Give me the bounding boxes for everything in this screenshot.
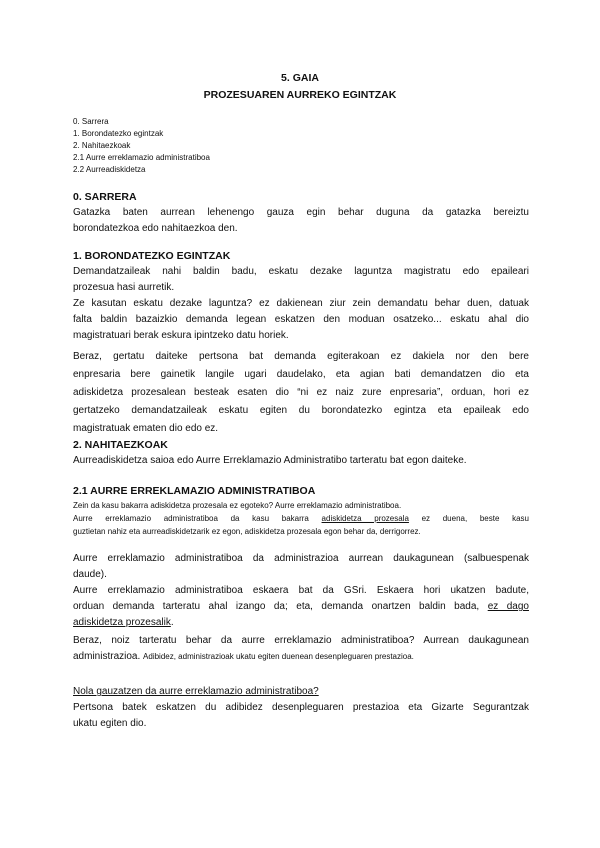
chapter-label: 5. GAIA: [281, 72, 319, 84]
subheading-question: Nola gauzatzen da aurre erreklamazio administratiboa?: [73, 686, 319, 697]
section-heading-sarrera: 0. SARRERA: [73, 191, 137, 203]
example-text: Adibidez, administrazioak ukatu egiten duenean desenpleguaren prestazioa.: [143, 652, 414, 661]
toc-item: 2.2 Aurreadiskidetza: [73, 165, 146, 174]
table-of-contents: [73, 116, 210, 176]
text-line: falta baldin bazaizkio demanda legean eskatzen den moduan osatzeko... eskatu ahal dio: [73, 314, 529, 325]
text-line: Beraz, noiz tarteratu behar da aurre erreklamazio administratiboa? Aurrean daukagunean: [73, 635, 529, 646]
toc-item: 2. Nahitaezkoak: [73, 141, 131, 150]
text-line: Aurre erreklamazio administratiboa da kasu bakarra adiskidetza prozesala ez duena, beste kasu: [73, 514, 529, 523]
underlined-term: ez dago: [487, 601, 529, 612]
text-line: ukatu egiten dio.: [73, 718, 147, 729]
text-line: Pertsona batek eskatzen du adibidez desenpleguaren prestazioa eta Gizarte Segurantzak: [73, 702, 529, 713]
text-line: magistratuari berak eskura ipintzeko datu horiek.: [73, 330, 289, 341]
text-line: Beraz, gertatu daiteke pertsona bat demanda egiterakoan ez dakiela nor den bere: [73, 351, 529, 362]
text-line: Aurre erreklamazio administratiboa eskaera bat da GSri. Eskaera hori ukatzen badute,: [73, 585, 529, 596]
paragraph-aurre-erreklamazio-3: [73, 633, 529, 665]
text-line: administrazioa. Adibidez, administrazioak ukatu egiten duenean desenpleguaren prestazioa.: [73, 651, 414, 662]
section-heading-aurre-erreklamazio: 2.1 AURRE ERREKLAMAZIO ADMINISTRATIBOA: [73, 485, 316, 497]
text-line: adiskidetza prozesalean besteak esaten dio “ni ez naiz zure enpresaria”, orduan, hori ez: [73, 387, 529, 398]
toc-item: 2.1 Aurre erreklamazio administratiboa: [73, 153, 210, 162]
text-line: prozesua hasi aurretik.: [73, 282, 175, 293]
text-line: borondatezkoa edo nahitaezkoa den.: [73, 223, 238, 234]
text-line: gertatzeko demandatzaileak eskatu egiten du borondatezko egintza eta epaileak edo: [73, 405, 529, 416]
toc-item: 0. Sarrera: [73, 117, 109, 126]
page-title: PROZESUAREN AURREKO EGINTZAK: [203, 89, 397, 101]
paragraph-aurre-erreklamazio-2: [73, 551, 529, 631]
paragraph-nahitaezkoak: [73, 453, 529, 469]
text-line: magistratuak ematen dio edo ez.: [73, 423, 219, 434]
section-heading-borondatezko: 1. BORONDATEZKO EGINTZAK: [73, 250, 231, 262]
toc-item: 1. Borondatezko egintzak: [73, 129, 164, 138]
text-line: guztietan nahiz eta aurreadiskidetzarik ez egon, adiskidetza prozesala egon behar da, derrigorrez.: [73, 527, 421, 536]
section-heading-nahitaezkoak: 2. NAHITAEZKOAK: [73, 439, 168, 451]
paragraph-borondatezko-2: [73, 348, 529, 438]
paragraph-aurre-erreklamazio-4: [73, 684, 529, 732]
text-line: Gatazka baten aurrean lehenengo gauza egin behar duguna da gatazka bereiztu: [73, 207, 529, 218]
text-line: adiskidetza prozesalik.: [73, 617, 174, 628]
text-line: Aurreadiskidetza saioa edo Aurre Erreklamazio Administratibo tarteratu bat egon daiteke.: [73, 455, 467, 466]
underlined-term: adiskidetza prozesalik: [73, 617, 171, 628]
text-line: daude).: [73, 569, 107, 580]
text-line: enpresaria bere gainetik langile ugari daudelako, eta agian bati demandatzen dio eta: [73, 369, 529, 380]
paragraph-sarrera: [73, 205, 529, 237]
paragraph-aurre-erreklamazio-small: [73, 499, 529, 538]
text-line: orduan demanda tarteratu ahal izango da; eta, demanda onartzen baldin bada, ez dago: [73, 601, 529, 612]
text-line: Ze kasutan eskatu dezake laguntza? ez dakienean ziur zein demandatu behar duen, datuak: [73, 298, 529, 309]
text-line: Aurre erreklamazio administratiboa da administrazioa aurrean daukagunean (salbuespenak: [73, 553, 529, 564]
underlined-term: adiskidetza prozesala: [321, 514, 409, 523]
text-line: Demandatzaileak nahi baldin badu, eskatu dezake laguntza magistratu edo epaileari: [73, 266, 529, 277]
text-line: Zein da kasu bakarra adiskidetza prozesala ez egoteko? Aurre erreklamazio administratiboa.: [73, 501, 402, 510]
paragraph-borondatezko-1: [73, 264, 529, 344]
